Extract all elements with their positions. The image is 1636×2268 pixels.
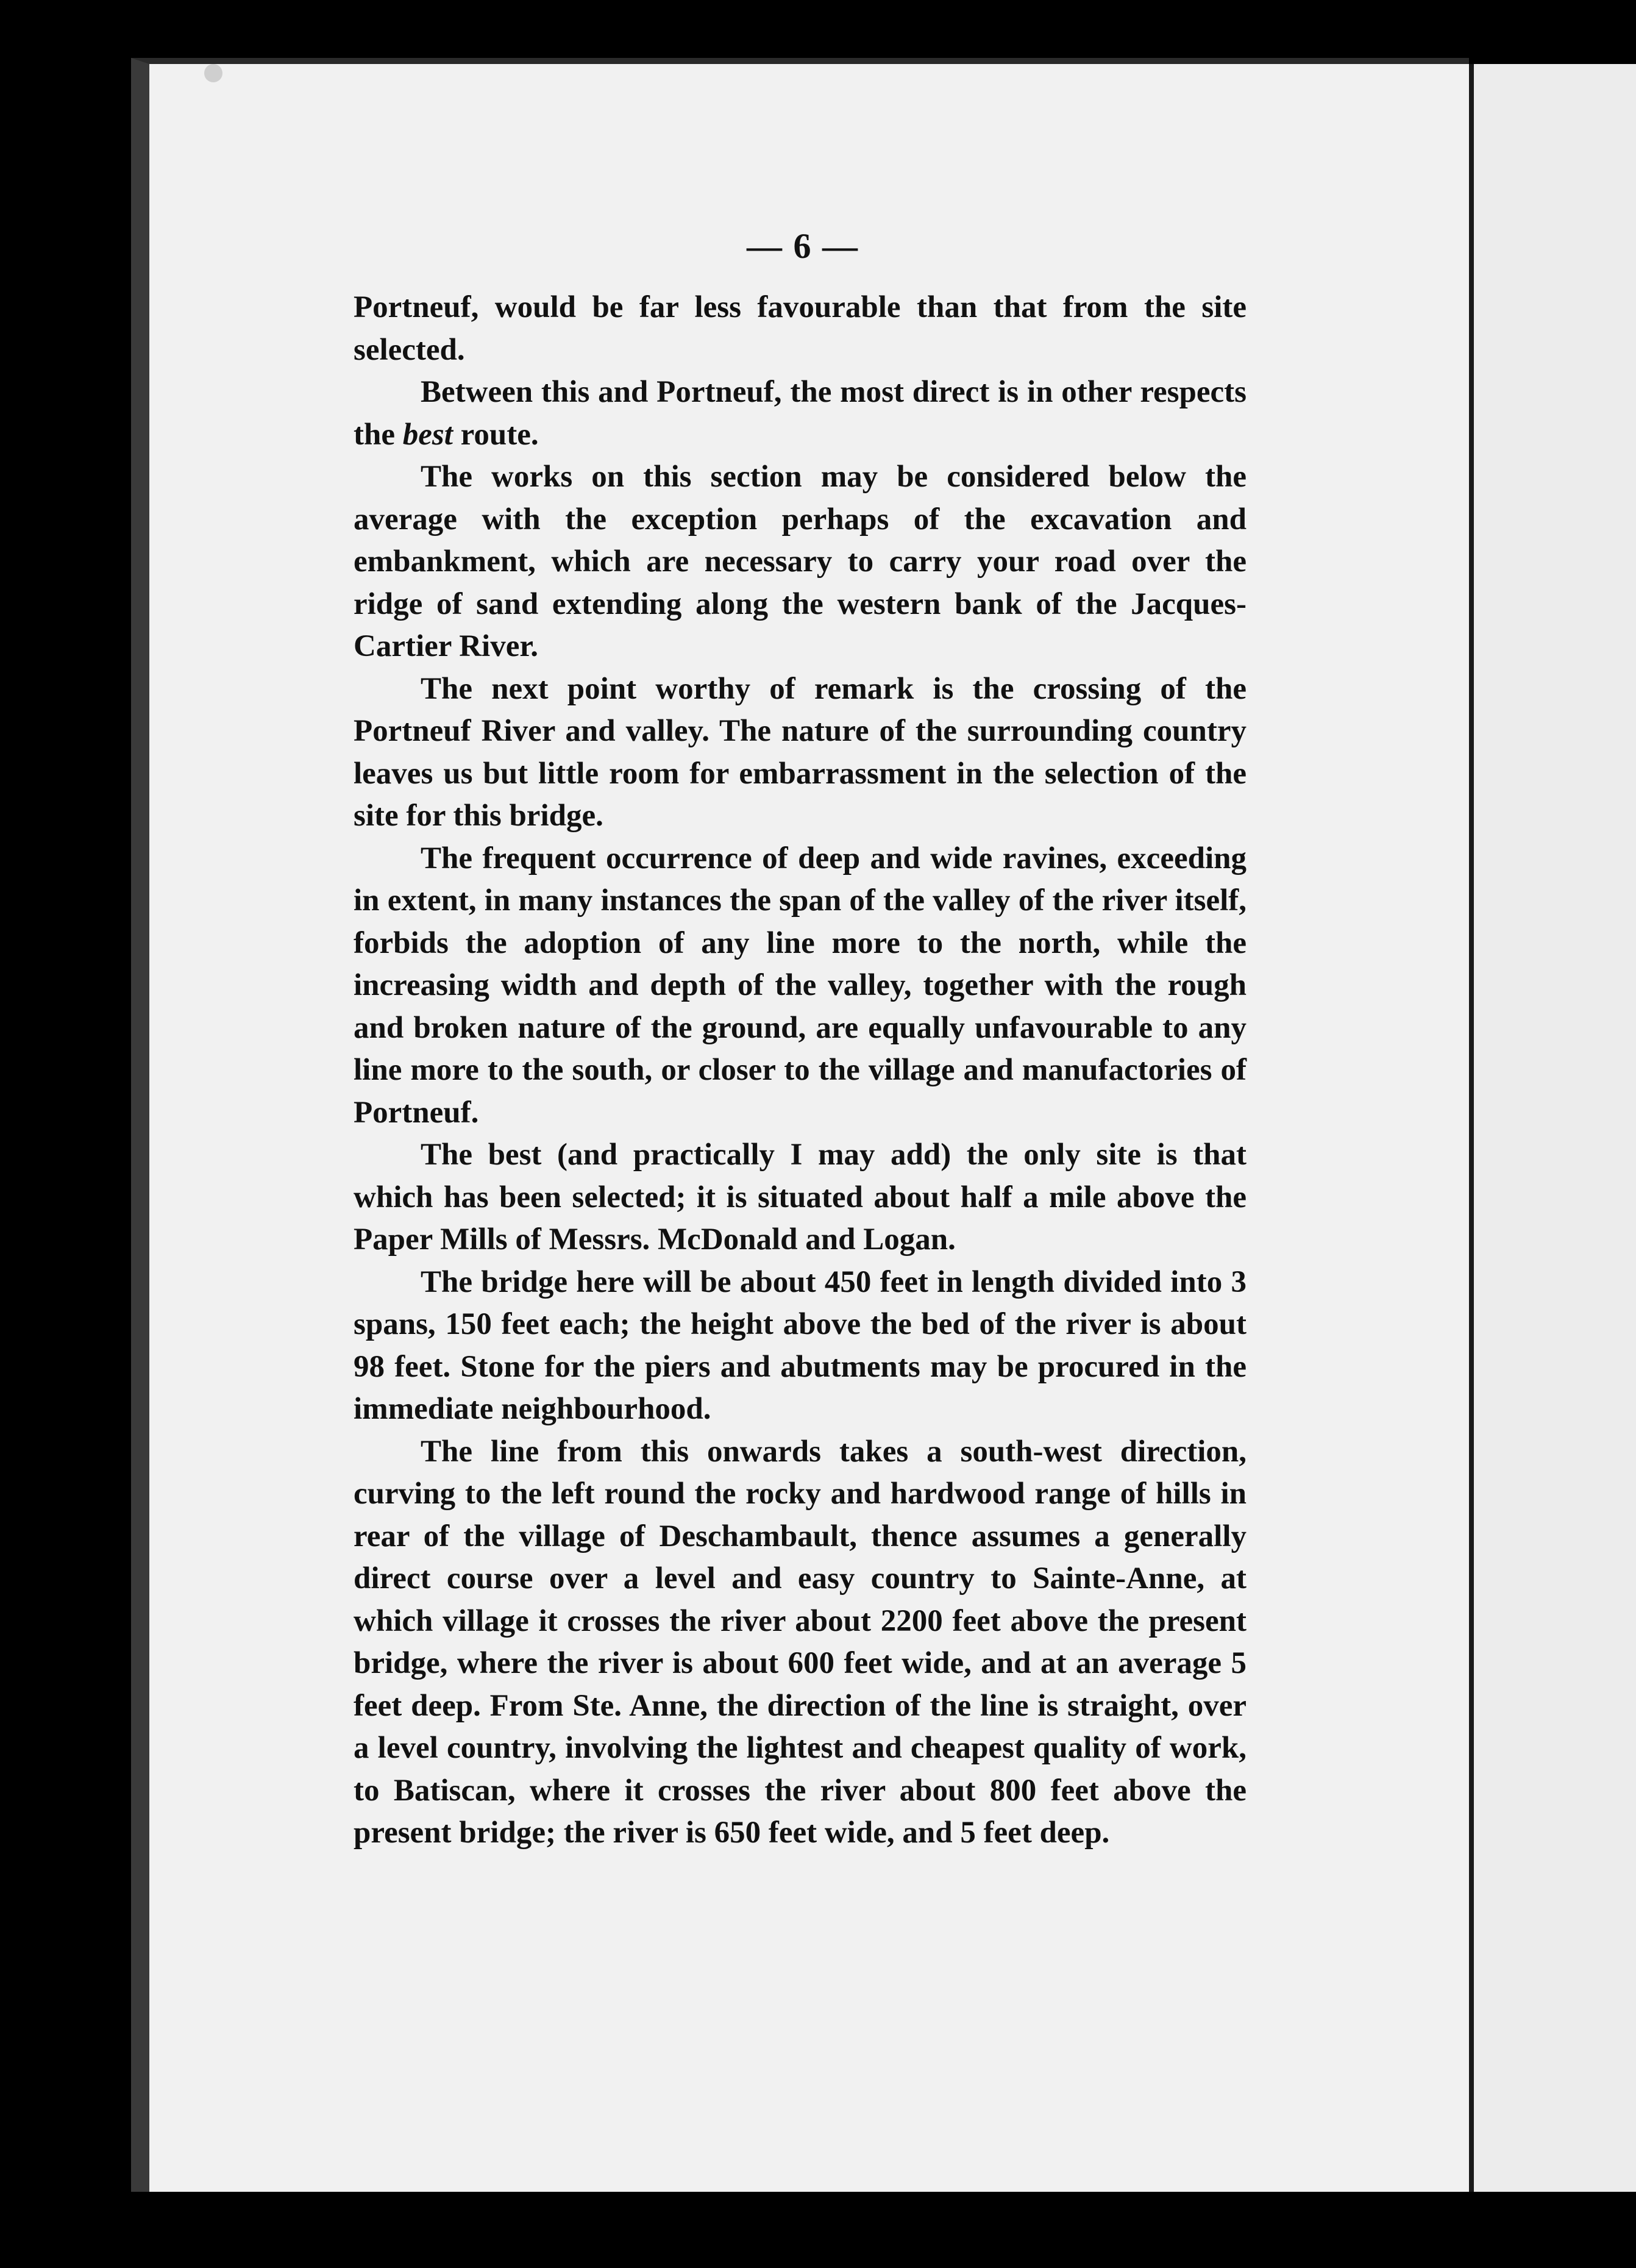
paragraph-7: The bridge here will be about 450 feet in length divided into 3 spans, 150 feet each; the height above the bed of the river is about 98 feet. Stone for the piers and abutments may be procured in the immediate neighbourhood. (354, 1264, 1247, 1426)
paper-speck (204, 64, 222, 82)
paragraph-3: The works on this section may be considered below the average with the exception perhaps of the excavation and embankment, which are necessary to carry your road over the ridge of sand extending along the western bank of the Jacques-Cartier River. (354, 460, 1247, 663)
emphasis-best: best (402, 417, 453, 452)
body-text (354, 287, 1247, 1855)
paragraph-8: The line from this onwards takes a south-west direction, curving to the left round the rocky and hardwood range of hills in rear of the village of Deschambault, thence assumes a generally direct course over a level and easy country to Sainte-Anne, at which village it crosses the river about 2200 feet above the present bridge, where the river is about 600 feet wide, and at an average 5 feet deep. From Ste. Anne, the direction of the line is straight, over a level country, involving the lightest and cheapest quality of work, to Batiscan, where it crosses the river about 800 feet above the present bridge; the river is 650 feet wide, and 5 feet deep. (354, 1434, 1247, 1850)
paragraph-2-after: route. (452, 417, 539, 452)
paragraph-6: The best (and practically I may add) the only site is that which has been selected; it is situated about half a mile above the Paper Mills of Messrs. McDonald and Logan. (354, 1138, 1247, 1257)
paragraph-2-before: Between this and Portneuf, the most direct is in other respects the (354, 375, 1247, 452)
paragraph-2 (354, 371, 1247, 456)
page-number: — 6 — (747, 226, 859, 266)
paragraph-1: Portneuf, would be far less favourable than that from the site selected. (354, 290, 1247, 367)
paragraph-5: The frequent occurrence of deep and wide ravines, exceeding in extent, in many instances the span of the valley of the river itself, forbids the adoption of any line more to the north, while the increasing width and depth of the valley, together with the rough and broken nature of the ground, are equally unfavourable to any line more to the south, or closer to the village and manufactories of Portneuf. (354, 841, 1247, 1130)
right-page-edge (1469, 64, 1636, 2192)
paragraph-4: The next point worthy of remark is the crossing of the Portneuf River and valley. The nature of the surrounding country leaves us but little room for embarrassment in the selection of the site for this bridge. (354, 671, 1247, 833)
